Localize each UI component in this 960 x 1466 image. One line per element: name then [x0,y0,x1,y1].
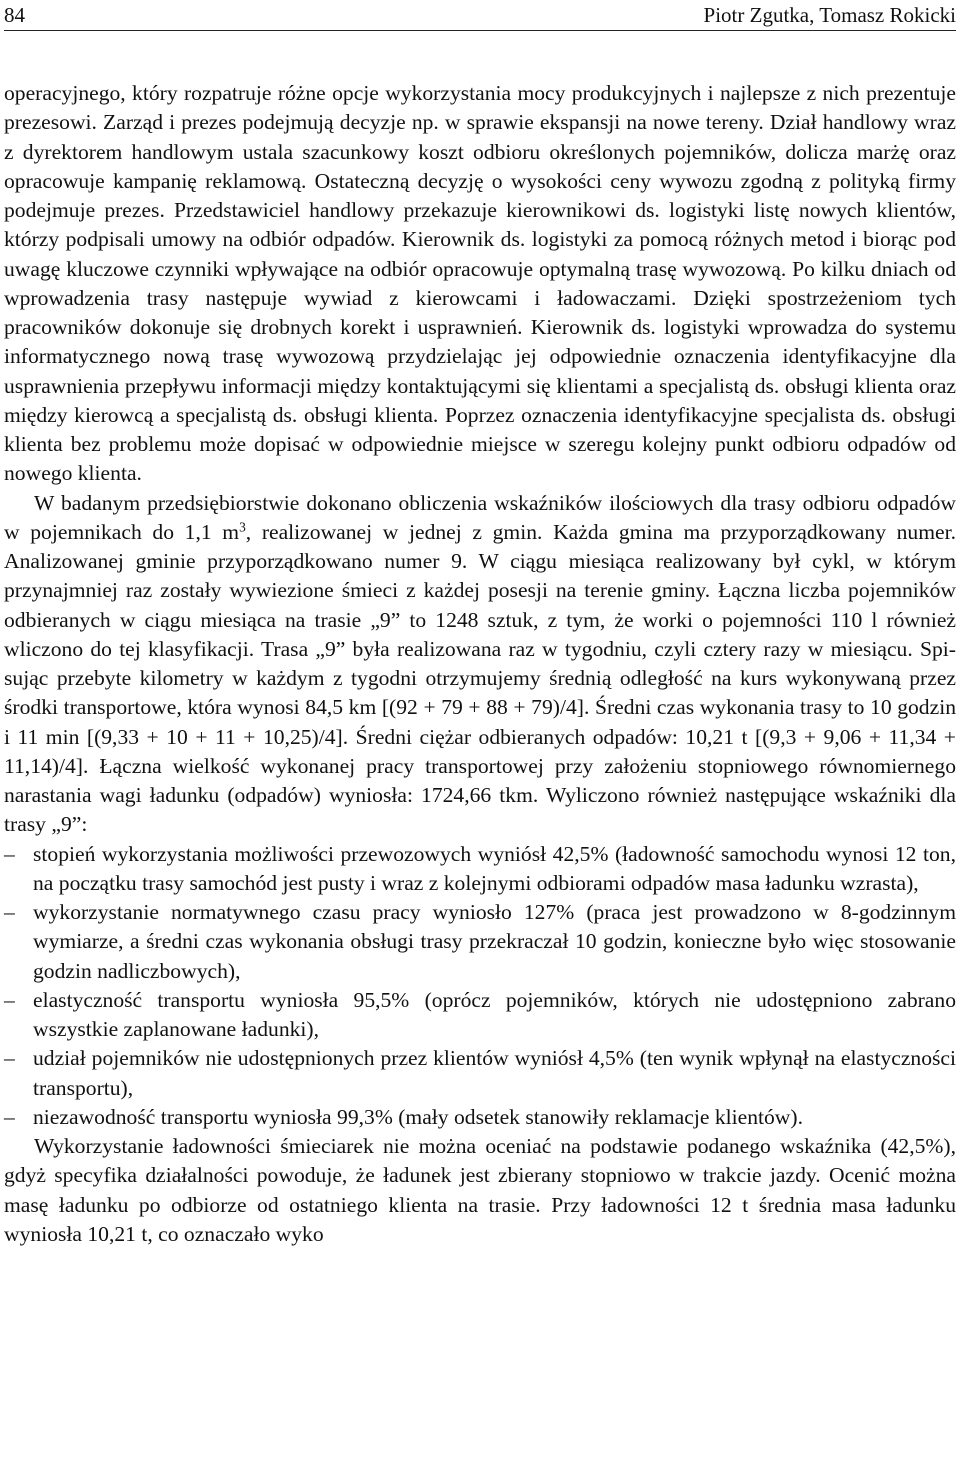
list-dash: – [4,900,15,924]
list-item [4,840,956,899]
list-item-text: elastyczność transportu wyniosła 95,5% (oprócz pojemników, których nie udostępniono zabrano wszystkie zaplanowane ładunki), [33,987,956,1041]
body-text [4,79,956,1249]
list-item-text: udział pojemników nie udostępnionych przez klientów wyniósł 4,5% (ten wynik wpłynął na elastyczności transportu), [33,1046,956,1100]
list-item-text: niezawodność transportu wyniosła 99,3% (mały odsetek stanowiły reklamacje klientów). [33,1104,803,1129]
paragraph-continued: operacyjnego, który rozpatruje różne opcje wykorzystania mocy produkcyjnych i najlepsze z nich prezentuje prezesowi. Zarząd i prezes podejmują decyzje np. w sprawie ekspansji na nowe tereny. Dział handlowy wraz z dyrektorem handlowym ustala szacunkowy koszt odbioru określonych pojemników, dolicza marżę oraz opracowuje kampanię reklamową. Ostateczną decyzję o wysokości ceny wywozu zgodną z polityką firmy podejmuje prezes. Przedstawiciel handlowy przekazuje kierownikowi ds. logistyki listę nowych klientów, którzy podpisali umowy na odbiór odpadów. Kierownik ds. logistyki za pomocą różnych metod i biorąc pod uwagę kluczowe czynniki wpływające na odbiór opracowuje optymalną trasę wywozową. Po kilku dniach od wprowadzenia trasy następuje wywiad z kierowcami i ładowaczami. Dzięki spostrzeżeniom tych pracowników dokonuje się drobnych korekt i usprawnień. Kierownik ds. logistyki wprowadza do systemu informatycznego nową trasę wywozową przydzielając jej odpowiednie oznaczenia identyfikacyjne dla usprawnienia przepływu informacji między kontaktującymi się klientami a specjalistą ds. obsługi klienta oraz między kierowcą a specjalistą ds. obsługi klienta. Poprzez oznaczenia identyfikacyjne specjalista ds. obsługi klienta bez problemu może dopisać w odpowiednie miejsce w szeregu kolejny punkt odbioru odpadów od nowego klienta. [4,81,956,486]
list-dash: – [4,987,15,1012]
running-header [4,0,956,28]
list-item-text: wykorzystanie normatywnego czasu pracy wyniosło 127% (praca jest prowadzono w 8-godzinnym wymiarze, a średni czas wykonania obsługi trasy przekraczał 10 godzin, konieczne było więc stosowanie godzin nadliczbowych), [33,900,956,983]
paragraph-load-capacity: Wykorzystanie ładowności śmieciarek nie można oceniać na podstawie podanego wskaźnika (42,5%), gdyż specyfika działalności powoduje, że ładunek jest zbierany stopniowo w trakcie jazdy. Ocenić można masę ładunku po odbiorze od ostatniego klienta na trasie. Przy ładowności 12 t średnia masa ładunku wyniosła 10,21 t, co oznaczało wyko [4,1134,956,1246]
list-item [4,898,956,986]
page-number: 84 [4,3,25,27]
list-dash: – [4,1046,15,1071]
list-dash: – [4,1104,15,1129]
list-item-text: stopień wykorzystania możliwości przewozowych wyniósł 42,5% (ładowność samochodu wynosi 12 ton, na początku trasy samochód jest pusty i wraz z kolejnymi odbiorami odpadów masa ładunku wzrasta), [33,841,956,895]
paragraph-route-indicators [4,489,956,840]
list-item [4,1044,956,1103]
header-authors: Piotr Zgutka, Tomasz Rokicki [703,3,956,27]
paragraph-text-part: , realizowanej w jednej z gmin. Każda gmina ma przyporządkowany numer. Analizowanej gminie przyporządkowano numer 9. W ciągu miesiąca realizowany był cykl, w którym przynajmniej raz zostały wywiezione śmieci z każdej posesji na terenie gminy. Łączna liczba pojemników odbieranych w ciągu miesiąca na trasie „9” to 1248 sztuk, z tym, że worki o pojemności 110 l również wliczono do tej klasyfikacji. Trasa „9” była realizowana raz w tygodniu, czyli cztery razy w miesiącu. Spisując przebyte kilometry w każdym z tygodni otrzymujemy średnią odległość na kurs wykonywaną przez środki transportowe, która wynosi 84,5 km [(92 + 79 + 88 + 79)/4]. Średni czas wykonania trasy to 10 godzin i 11 min [(9,33 + 10 + 11 + 10,25)/4]. Średni ciężar odbieranych odpadów: 10,21 t [(9,3 + 9,06 + 11,34 + 11,14)/4]. Łączna wielkość wykonanej pracy transportowej przy założeniu stopniowego równomiernego narastania wagi ładunku (odpadów) wyniosła: 1724,66 tkm. Wyliczono również następujące wskaźniki dla trasy „9”: [4,519,957,837]
indicator-list [4,840,956,1133]
header-rule [4,30,956,31]
paragraph-text-part: W badanym przedsiębiorstwie dokonano obliczenia wskaźników ilościowych dla trasy odbioru odpadów w pojemnikach do 1,1 m [4,490,956,544]
list-dash: – [4,841,15,866]
superscript: 3 [239,519,246,535]
list-item [4,986,956,1045]
list-item [4,1103,956,1132]
